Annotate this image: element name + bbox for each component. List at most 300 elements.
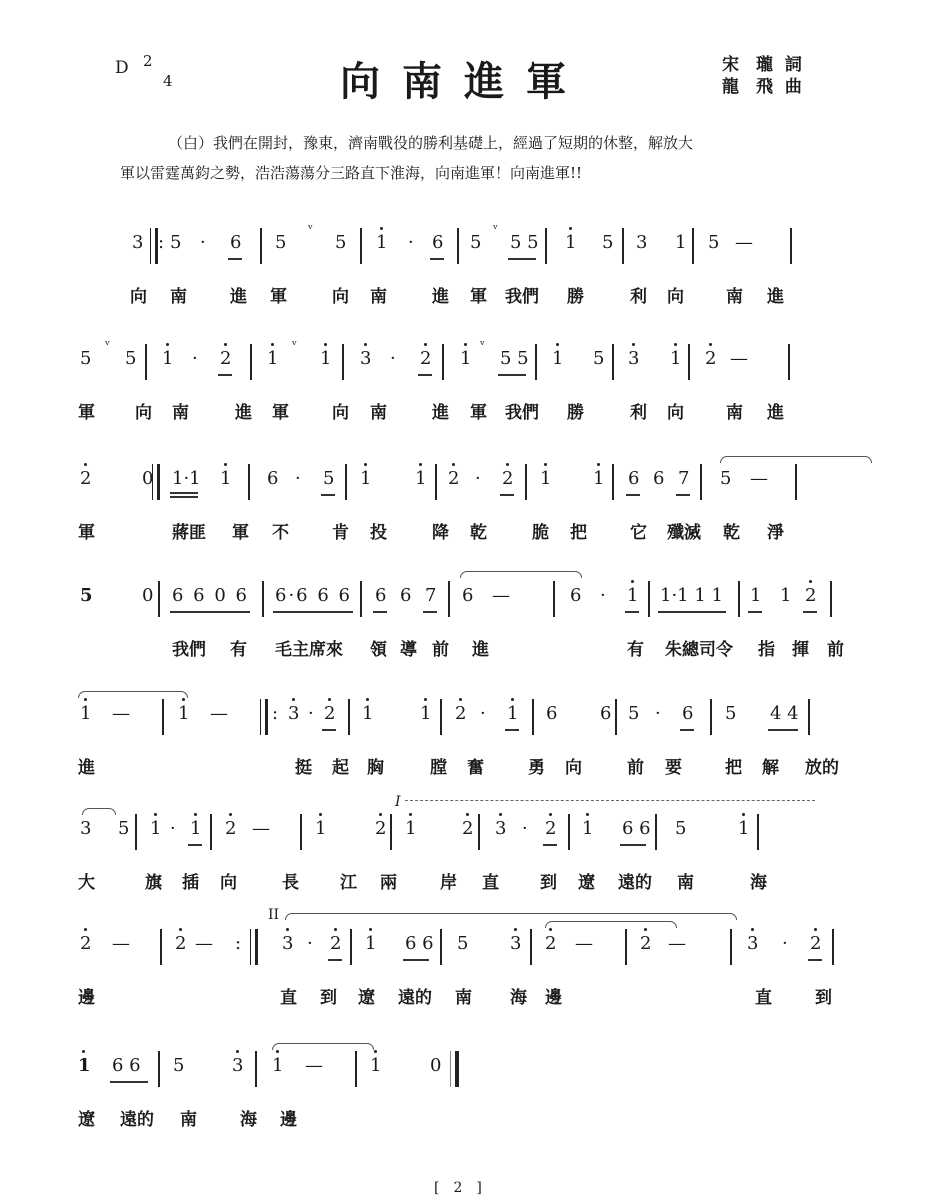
note: · <box>308 703 314 724</box>
tie-slur <box>78 691 188 698</box>
lyric-syllable: 邊 <box>280 1110 297 1130</box>
note: 5 <box>720 468 732 489</box>
bar-line <box>158 1051 160 1087</box>
tie-slur <box>285 913 737 920</box>
octave-dot <box>324 343 327 346</box>
lyric-syllable: 揮 <box>792 640 809 660</box>
duration-underline <box>625 611 639 613</box>
lyric-syllable: 直 <box>755 988 772 1008</box>
lyric-syllable: 遠的 <box>618 873 652 893</box>
bar-line <box>612 344 614 380</box>
note: 2 <box>640 933 652 954</box>
lyric-syllable: 南 <box>180 1110 197 1130</box>
note: 1 <box>360 468 372 489</box>
lyric-syllable: 長 <box>282 873 299 893</box>
note: 2 <box>330 933 342 954</box>
lyric-syllable: 膛 <box>430 758 447 778</box>
octave-dot <box>84 698 87 701</box>
note: 1 <box>315 818 327 839</box>
duration-underline <box>676 494 690 496</box>
bar-line <box>355 1051 357 1087</box>
octave-dot <box>380 227 383 230</box>
note: 5 <box>708 232 720 253</box>
lyric-syllable: 它 <box>630 523 647 543</box>
note: — <box>668 933 686 954</box>
lyric-syllable: 南 <box>370 287 387 307</box>
octave-dot <box>179 928 182 931</box>
note: 6 <box>267 468 279 489</box>
lyric-syllable: 把 <box>725 758 742 778</box>
bar-line <box>435 464 437 500</box>
lyrics-line <box>70 983 870 1013</box>
note: · <box>522 818 528 839</box>
lyric-syllable: 軍 <box>470 287 487 307</box>
lyric-syllable: 前 <box>827 640 844 660</box>
credits <box>722 54 802 98</box>
bar-line <box>260 228 262 264</box>
note: · <box>192 348 198 369</box>
octave-dot <box>544 463 547 466</box>
time-signature-top: 2 <box>143 52 153 70</box>
lyrics-line <box>70 398 870 428</box>
lyric-syllable: 邊 <box>545 988 562 1008</box>
bar-line <box>145 344 147 380</box>
octave-dot <box>286 928 289 931</box>
octave-dot <box>328 698 331 701</box>
note: · <box>307 933 313 954</box>
bar-line <box>612 464 614 500</box>
notation-line <box>70 222 870 262</box>
lyric-syllable: 旗 <box>145 873 162 893</box>
lyric-syllable: 軍 <box>232 523 249 543</box>
lyric-syllable: 到 <box>815 988 832 1008</box>
lyric-syllable: 向 <box>565 758 582 778</box>
lyric-syllable: 利 <box>630 287 647 307</box>
octave-dot <box>194 813 197 816</box>
bar-line <box>615 699 617 735</box>
lyric-syllable: 海 <box>510 988 527 1008</box>
note: 6·6 6 6 <box>275 585 352 606</box>
note: 3 <box>132 232 144 253</box>
octave-dot <box>586 813 589 816</box>
bar-line <box>262 581 264 617</box>
octave-dot <box>366 698 369 701</box>
lyric-syllable: 向 <box>332 287 349 307</box>
note: 2 <box>80 933 92 954</box>
duration-underline <box>170 492 198 494</box>
note: 2 <box>375 818 387 839</box>
volta-1-label: I <box>395 794 401 810</box>
note: — <box>112 703 130 724</box>
octave-dot <box>511 698 514 701</box>
note: 1 <box>415 468 427 489</box>
bar-line <box>478 814 480 850</box>
score-row-4 <box>70 575 870 675</box>
note: 1 <box>552 348 564 369</box>
lyric-syllable: 利 <box>630 403 647 423</box>
duration-underline <box>218 374 232 376</box>
lyricist-credit: 宋 瓏 詞 <box>722 55 802 75</box>
bar-line <box>360 581 362 617</box>
lyric-syllable: 軍 <box>270 287 287 307</box>
note: — <box>735 232 753 253</box>
note: · <box>475 468 481 489</box>
octave-dot <box>464 343 467 346</box>
octave-dot <box>84 463 87 466</box>
duration-underline <box>373 611 387 613</box>
score-row-5 <box>70 693 870 793</box>
bar-line <box>158 581 160 617</box>
octave-dot <box>182 698 185 701</box>
bar-line <box>260 699 268 735</box>
bar-line <box>390 814 392 850</box>
lyric-syllable: 海 <box>750 873 767 893</box>
note: 1 <box>460 348 472 369</box>
lyric-syllable: 投 <box>370 523 387 543</box>
note: · <box>295 468 301 489</box>
note: 1 <box>738 818 750 839</box>
note: 1 <box>540 468 552 489</box>
score-row-7 <box>70 907 870 1023</box>
lyric-syllable: 遼 <box>358 988 375 1008</box>
octave-dot <box>229 813 232 816</box>
note: : <box>158 232 165 253</box>
tie-slur <box>272 1043 374 1050</box>
lyric-syllable: 進 <box>472 640 489 660</box>
note: 1 <box>267 348 279 369</box>
lyric-syllable: 岸 <box>440 873 457 893</box>
note: 5 <box>628 703 640 724</box>
lyric-syllable: 我們 <box>172 640 206 660</box>
note: 1 <box>627 585 639 606</box>
note: 5 <box>470 232 482 253</box>
note: · <box>408 232 414 253</box>
bar-line <box>655 814 657 850</box>
bar-line <box>162 699 164 735</box>
note: 1 <box>565 232 577 253</box>
bar-line <box>530 929 532 965</box>
octave-dot <box>419 463 422 466</box>
spoken-intro <box>120 128 820 188</box>
octave-dot <box>709 343 712 346</box>
notation-line <box>70 575 870 615</box>
lyrics-line <box>70 1105 870 1135</box>
lyric-syllable: 南 <box>726 403 743 423</box>
lyric-syllable: 胸 <box>367 758 384 778</box>
duration-underline <box>808 959 822 961</box>
lyric-syllable: 蔣匪 <box>172 523 206 543</box>
octave-dot <box>424 343 427 346</box>
notation-line <box>70 907 870 963</box>
duration-underline <box>505 729 519 731</box>
note: 1 <box>220 468 232 489</box>
lyric-syllable: 向 <box>220 873 237 893</box>
note: 1 <box>507 703 519 724</box>
octave-dot <box>369 928 372 931</box>
time-signature-bottom: 4 <box>163 72 173 90</box>
note: · <box>600 585 606 606</box>
intro-line-2: 軍以雷霆萬鈞之勢，浩浩蕩蕩分三路直下淮海，向南進軍！向南進軍!! <box>120 164 583 182</box>
note: 1 <box>750 585 762 606</box>
note: 1 <box>162 348 174 369</box>
duration-underline <box>508 258 536 260</box>
note: 3 <box>80 818 92 839</box>
lyric-syllable: 軍 <box>272 403 289 423</box>
note: 6 <box>628 468 640 489</box>
bar-line <box>830 581 832 617</box>
note: 1 <box>362 703 374 724</box>
bar-line <box>150 228 158 264</box>
note: 2 <box>462 818 474 839</box>
octave-dot <box>514 928 517 931</box>
note: 5 <box>335 232 347 253</box>
bar-line <box>457 228 459 264</box>
note: 3 <box>747 933 759 954</box>
lyric-syllable: 進 <box>767 403 784 423</box>
score-row-3 <box>70 458 870 558</box>
lyric-syllable: 海 <box>240 1110 257 1130</box>
octave-dot <box>466 813 469 816</box>
octave-dot <box>506 463 509 466</box>
note: 1 <box>178 703 190 724</box>
bar-line <box>832 929 834 965</box>
note: — <box>730 348 748 369</box>
lyric-syllable: 大 <box>78 873 95 893</box>
duration-underline <box>500 494 514 496</box>
notation-line <box>70 693 870 733</box>
lyric-syllable: 乾 <box>470 523 487 543</box>
bar-line <box>795 464 797 500</box>
bar-line <box>442 344 444 380</box>
duration-underline <box>768 729 798 731</box>
note: 5 <box>125 348 137 369</box>
composer-credit: 龍 飛 曲 <box>722 77 802 97</box>
lyric-syllable: 肯 <box>332 523 349 543</box>
lyric-syllable: 兩 <box>380 873 397 893</box>
bar-line <box>757 814 759 850</box>
lyric-syllable: 直 <box>280 988 297 1008</box>
note: ᵛ <box>308 222 313 237</box>
note: 3 <box>232 1055 244 1076</box>
lyric-syllable: 遠的 <box>398 988 432 1008</box>
note: 1 <box>593 468 605 489</box>
lyrics-line <box>70 868 870 898</box>
lyric-syllable: 軍 <box>78 403 95 423</box>
lyric-syllable: 南 <box>455 988 472 1008</box>
duration-underline <box>321 494 335 496</box>
lyrics-line <box>70 635 870 665</box>
lyric-syllable: 前 <box>627 758 644 778</box>
lyric-syllable: 前 <box>432 640 449 660</box>
note: 6 <box>230 232 242 253</box>
lyric-syllable: 軍 <box>470 403 487 423</box>
lyric-syllable: 遼 <box>78 1110 95 1130</box>
octave-dot <box>409 813 412 816</box>
lyric-syllable: 南 <box>370 403 387 423</box>
note: 2 <box>220 348 232 369</box>
note: 2 <box>810 933 822 954</box>
duration-underline <box>658 611 726 613</box>
lyric-syllable: 向 <box>332 403 349 423</box>
lyric-syllable: 朱總司令 <box>665 640 733 660</box>
lyric-syllable: 挺 <box>295 758 312 778</box>
bar-line <box>692 228 694 264</box>
score-row-1 <box>70 222 870 322</box>
song-title: 向南進軍 <box>340 58 588 105</box>
note: 2 <box>448 468 460 489</box>
note: — <box>305 1055 323 1076</box>
note: : <box>272 703 279 724</box>
note: 5 <box>323 468 335 489</box>
note: 5 <box>80 348 92 369</box>
note: 2 <box>545 818 557 839</box>
duration-underline <box>322 729 336 731</box>
bar-line <box>622 228 624 264</box>
note: 1·1 1 1 <box>660 585 723 606</box>
note: ᵛ <box>292 338 297 353</box>
bar-line <box>625 929 627 965</box>
bar-line <box>688 344 690 380</box>
octave-dot <box>236 1050 239 1053</box>
note: — <box>492 585 510 606</box>
duration-underline <box>110 1081 148 1083</box>
note: 3 <box>628 348 640 369</box>
lyrics-line <box>70 753 870 783</box>
bar-line <box>730 929 732 965</box>
note: 5 <box>118 818 130 839</box>
bar-line <box>360 228 362 264</box>
bar-line <box>525 464 527 500</box>
bar-line <box>440 699 442 735</box>
octave-dot <box>364 343 367 346</box>
note: 6 <box>375 585 387 606</box>
lyric-syllable: 我們 <box>505 287 539 307</box>
duration-underline <box>403 959 429 961</box>
bar-line <box>248 464 250 500</box>
score-row-8 <box>70 1045 870 1145</box>
octave-dot <box>569 227 572 230</box>
lyric-syllable: 有 <box>230 640 247 660</box>
lyric-syllable: 乾 <box>723 523 740 543</box>
bar-line <box>738 581 740 617</box>
note: 1 <box>320 348 332 369</box>
bar-line <box>808 699 810 735</box>
duration-underline <box>803 611 817 613</box>
octave-dot <box>742 813 745 816</box>
octave-dot <box>751 928 754 931</box>
note: 6 6 <box>405 933 434 954</box>
bar-line <box>350 929 352 965</box>
lyric-syllable: 到 <box>540 873 557 893</box>
octave-dot <box>631 580 634 583</box>
lyric-syllable: 向 <box>667 287 684 307</box>
duration-underline <box>228 258 242 260</box>
note: — <box>195 933 213 954</box>
key-letter: D <box>115 58 129 78</box>
octave-dot <box>319 813 322 816</box>
octave-dot <box>459 698 462 701</box>
note: ᵛ <box>493 222 498 237</box>
octave-dot <box>809 580 812 583</box>
note: 5 <box>170 232 182 253</box>
lyric-syllable: 把 <box>570 523 587 543</box>
octave-dot <box>632 343 635 346</box>
note: 1 <box>150 818 162 839</box>
lyrics-line <box>70 282 870 312</box>
note: 6 <box>570 585 582 606</box>
bar-line <box>300 814 302 850</box>
note: 3 <box>282 933 294 954</box>
note: 6 <box>462 585 474 606</box>
tie-slur <box>545 921 677 928</box>
bar-line <box>152 464 160 500</box>
note: 1 <box>80 703 92 724</box>
duration-underline <box>498 374 526 376</box>
note: 1 <box>420 703 432 724</box>
note: 1 <box>78 1055 91 1076</box>
bar-line <box>440 929 442 965</box>
bar-line <box>342 344 344 380</box>
lyric-syllable: 淨 <box>767 523 784 543</box>
note: 6 6 0 6 <box>172 585 249 606</box>
tie-slur <box>460 571 582 578</box>
bar-line <box>250 929 258 965</box>
lyric-syllable: 南 <box>677 873 694 893</box>
duration-underline <box>680 729 694 731</box>
notation-line <box>70 794 870 848</box>
lyric-syllable: 遠的 <box>120 1110 154 1130</box>
duration-underline <box>418 374 432 376</box>
lyric-syllable: 奮 <box>467 758 484 778</box>
note: 2 <box>705 348 717 369</box>
score-row-2 <box>70 338 870 438</box>
octave-dot <box>374 1050 377 1053</box>
bar-line <box>700 464 702 500</box>
note: · <box>200 232 206 253</box>
note: 2 <box>324 703 336 724</box>
note: 6 6 <box>622 818 651 839</box>
lyric-syllable: 領 <box>370 640 387 660</box>
bar-line <box>135 814 137 850</box>
octave-dot <box>276 1050 279 1053</box>
score-row-6 <box>70 794 870 908</box>
note: 5 <box>593 348 605 369</box>
note: 2 <box>80 468 92 489</box>
bar-line <box>450 1051 451 1087</box>
note: 3 <box>636 232 648 253</box>
note: 6 <box>600 703 612 724</box>
duration-underline <box>626 494 640 496</box>
octave-dot <box>674 343 677 346</box>
note: 0 <box>142 468 154 489</box>
note: 5 <box>602 232 614 253</box>
lyric-syllable: 插 <box>182 873 199 893</box>
note: 6 <box>546 703 558 724</box>
note: 5 <box>457 933 469 954</box>
note: 5 <box>275 232 287 253</box>
octave-dot <box>334 928 337 931</box>
lyric-syllable: 放的 <box>805 758 839 778</box>
lyric-syllable: 進 <box>432 403 449 423</box>
lyric-syllable: 直 <box>482 873 499 893</box>
lyric-syllable: 不 <box>272 523 289 543</box>
note: — <box>112 933 130 954</box>
note: 1 <box>675 232 687 253</box>
note: 1·1 <box>172 468 201 489</box>
note: 6 <box>682 703 694 724</box>
note: 1 <box>272 1055 284 1076</box>
octave-dot <box>597 463 600 466</box>
